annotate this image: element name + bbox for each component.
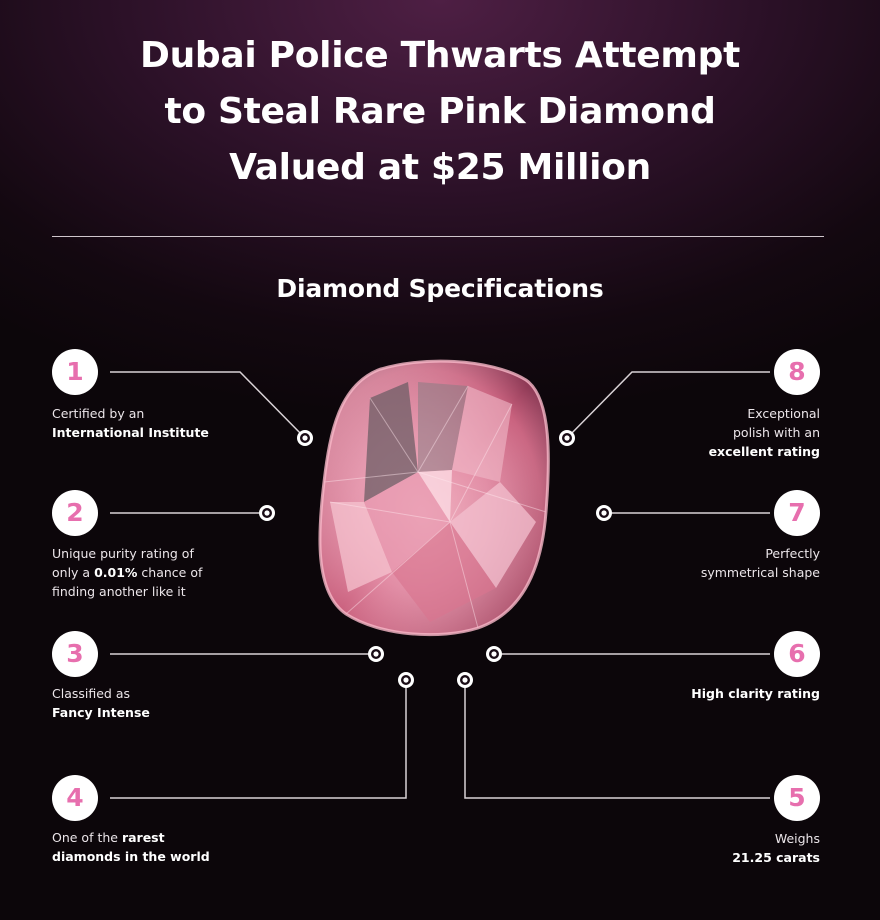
spec-number-4: 4: [52, 775, 98, 821]
spec-7-text-line1: Perfectly: [765, 546, 820, 561]
spec-4-text: One of the: [52, 830, 122, 845]
spec-7-text-line2: symmetrical shape: [700, 565, 820, 580]
spec-number-1: 1: [52, 349, 98, 395]
spec-2-text-line1: Unique purity rating of: [52, 546, 194, 561]
spec-4-highlight-b: diamonds in the world: [52, 849, 210, 864]
pink-diamond-image: [300, 352, 570, 642]
spec-number-3: 3: [52, 631, 98, 677]
spec-8-text-line2: polish with an: [732, 425, 820, 440]
spec-3-text: Classified as: [52, 686, 131, 701]
spec-2-highlight: 0.01%: [94, 565, 138, 580]
spec-description-4: [52, 828, 312, 866]
spec-8-text-line1: Exceptional: [747, 406, 820, 421]
spec-description-2: [52, 544, 312, 601]
spec-description-7: [560, 544, 820, 582]
spec-8-highlight: excellent rating: [708, 444, 820, 459]
spec-number-8: 8: [774, 349, 820, 395]
spec-5-text: Weighs: [774, 831, 820, 846]
spec-description-3: [52, 684, 312, 722]
spec-1-highlight: International Institute: [52, 425, 209, 440]
section-title: Diamond Specifications: [276, 274, 604, 303]
anchor-dot-4: [398, 672, 414, 688]
spec-4-highlight-a: rarest: [121, 830, 165, 845]
spec-description-8: [560, 404, 820, 461]
spec-2-text-line2b: chance of: [137, 565, 203, 580]
spec-2-text-line2a: only a: [52, 565, 95, 580]
anchor-dot-2: [259, 505, 275, 521]
anchor-dot-3: [368, 646, 384, 662]
spec-3-highlight: Fancy Intense: [52, 705, 150, 720]
spec-6-highlight: High clarity rating: [691, 686, 820, 701]
anchor-dot-7: [596, 505, 612, 521]
spec-number-2: 2: [52, 490, 98, 536]
spec-5-highlight: 21.25 carats: [732, 850, 820, 865]
spec-description-1: [52, 404, 312, 442]
title-line-3: Valued at $25 Million: [229, 147, 651, 188]
title-line-2: to Steal Rare Pink Diamond: [164, 91, 716, 132]
spec-number-7: 7: [774, 490, 820, 536]
anchor-dot-5: [457, 672, 473, 688]
spec-number-6: 6: [774, 631, 820, 677]
spec-number-5: 5: [774, 775, 820, 821]
title-line-1: Dubai Police Thwarts Attempt: [140, 35, 740, 76]
anchor-dot-6: [486, 646, 502, 662]
spec-description-5: [560, 829, 820, 867]
spec-2-text-line3: finding another like it: [52, 584, 186, 599]
spec-description-6: [560, 684, 820, 703]
spec-1-text: Certified by an: [52, 406, 145, 421]
